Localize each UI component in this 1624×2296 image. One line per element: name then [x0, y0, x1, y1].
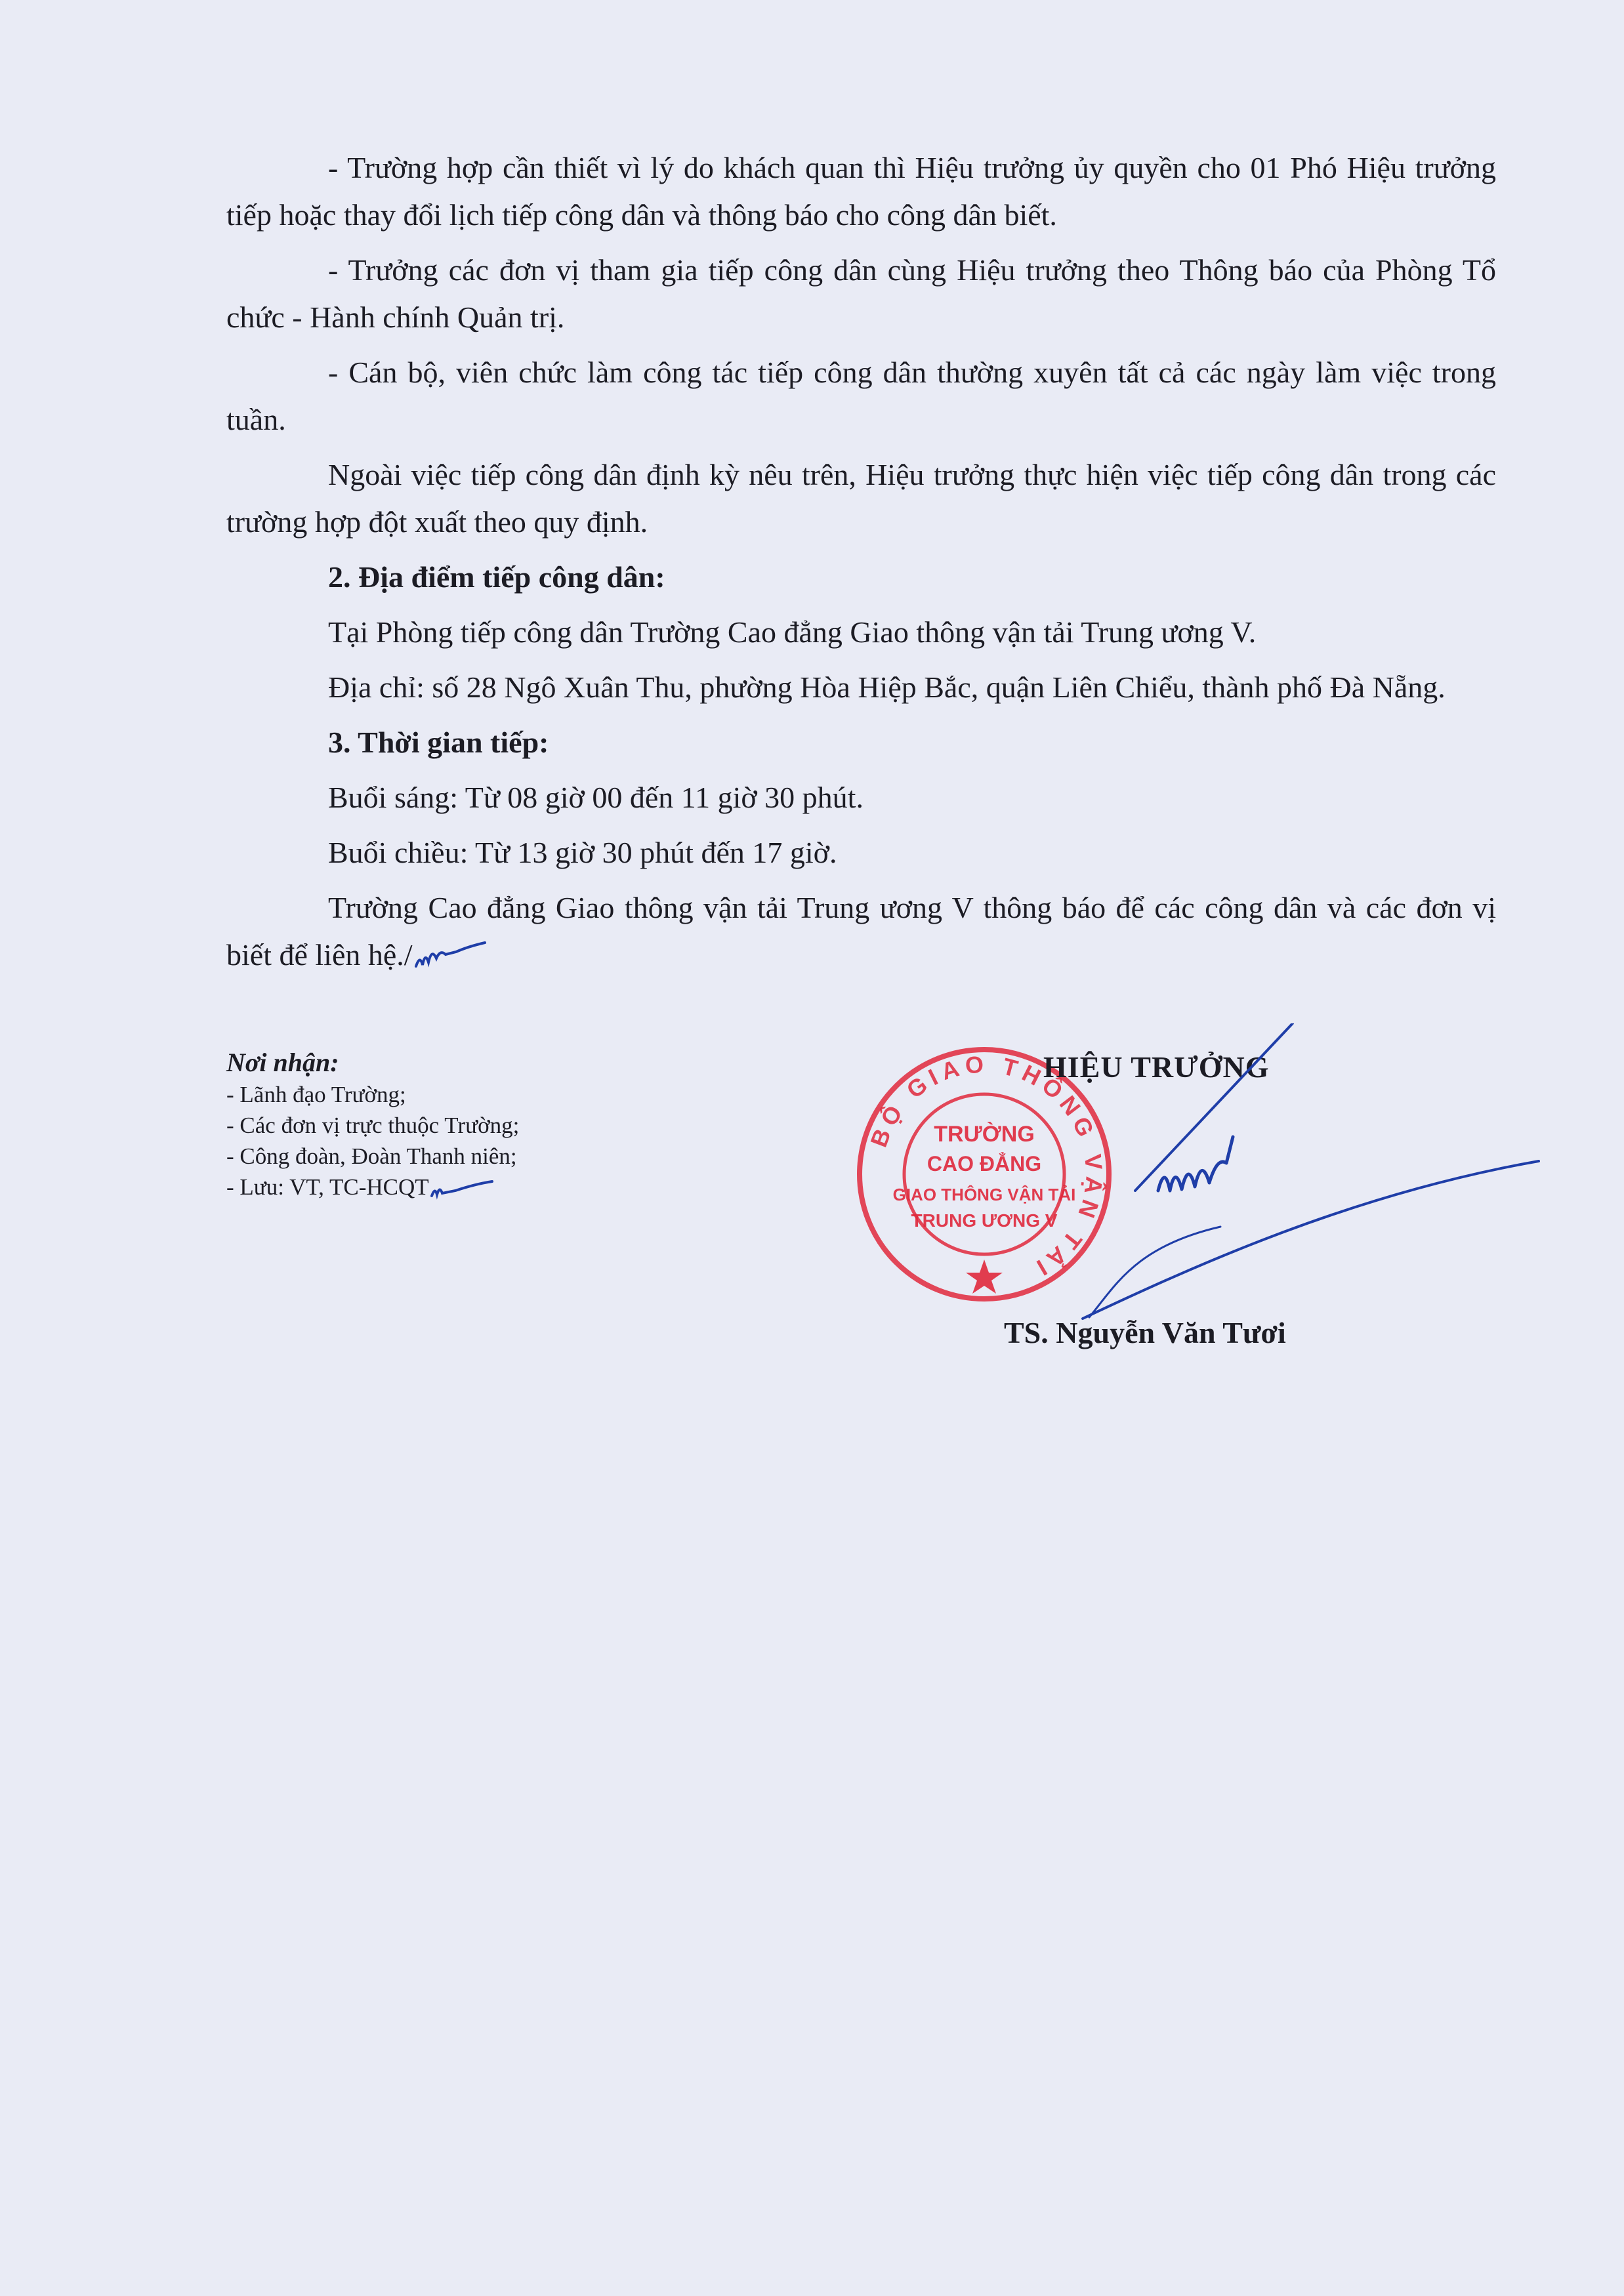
reception-address: Địa chỉ: số 28 Ngô Xuân Thu, phường Hòa Hiệp Bắc, quận Liên Chiểu, thành phố Đà Nẵng. [328, 670, 1446, 704]
closing-statement [226, 884, 1496, 979]
document-body [226, 144, 1496, 987]
signatory-title: HIỆU TRƯỞNG [1043, 1050, 1270, 1084]
recipient-item [226, 1172, 686, 1202]
recipients-block [226, 1046, 686, 1202]
afternoon-hours: Buổi chiều: Từ 13 giờ 30 phút đến 17 giờ. [328, 836, 837, 869]
reception-place: Tại Phòng tiếp công dân Trường Cao đẳng Giao thông vận tải Trung ương V. [328, 615, 1257, 649]
recipient-item: - Lãnh đạo Trường; [226, 1082, 406, 1107]
svg-text:CAO ĐẲNG: CAO ĐẲNG [927, 1152, 1042, 1176]
signature-block [853, 1023, 1575, 1391]
morning-hours: Buổi sáng: Từ 08 giờ 00 đến 11 giờ 30 phút. [328, 781, 864, 814]
svg-text:TRƯỜNG: TRƯỜNG [934, 1122, 1035, 1147]
recipient-item: - Các đơn vị trực thuộc Trường; [226, 1113, 520, 1138]
signatory-name: TS. Nguyễn Văn Tươi [1004, 1316, 1286, 1349]
paragraph-staff: - Cán bộ, viên chức làm công tác tiếp công dân thường xuyên tất cả các ngày làm việc trong tuần. [226, 356, 1496, 436]
section-3-heading: 3. Thời gian tiếp: [328, 726, 549, 759]
svg-text:TRUNG ƯƠNG V: TRUNG ƯƠNG V [911, 1210, 1058, 1231]
svg-text:GIAO THÔNG VẬN TẢI: GIAO THÔNG VẬN TẢI [892, 1185, 1076, 1204]
recipients-title: Nơi nhận: [226, 1048, 339, 1077]
initial-mark-icon [413, 941, 491, 974]
recipient-archive: - Lưu: VT, TC-HCQT [226, 1174, 429, 1200]
section-2-heading: 2. Địa điểm tiếp công dân: [328, 560, 665, 594]
recipient-item: - Công đoàn, Đoàn Thanh niên; [226, 1143, 517, 1169]
initial-mark-icon [429, 1176, 495, 1202]
paragraph-unit-heads: - Trưởng các đơn vị tham gia tiếp công dân cùng Hiệu trưởng theo Thông báo của Phòng Tổ chức - Hành chính Quản trị. [226, 253, 1496, 334]
paragraph-authorization: - Trường hợp cần thiết vì lý do khách quan thì Hiệu trưởng ủy quyền cho 01 Phó Hiệu trưởng tiếp hoặc thay đổi lịch tiếp công dân và thông báo cho công dân biết. [226, 151, 1496, 232]
closing-text: Trường Cao đẳng Giao thông vận tải Trung ương V thông báo để các công dân và các đơn vị biết để liên hệ./ [226, 891, 1496, 972]
svg-text:BỘ GIAO THÔNG VẬN TẢI: BỘ GIAO THÔNG VẬN TẢI [865, 1050, 1108, 1284]
paragraph-extraordinary: Ngoài việc tiếp công dân định kỳ nêu trên, Hiệu trưởng thực hiện việc tiếp công dân trong các trường hợp đột xuất theo quy định. [226, 458, 1496, 539]
